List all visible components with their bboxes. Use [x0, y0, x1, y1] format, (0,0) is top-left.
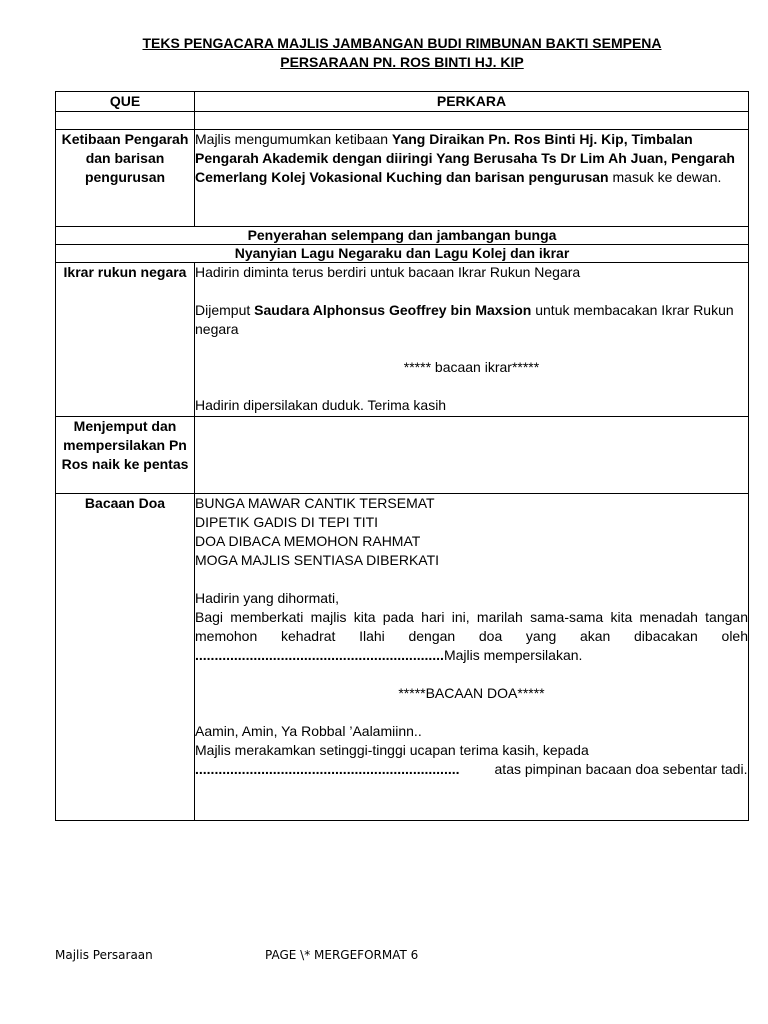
header-que: QUE	[56, 92, 195, 112]
spacer-row	[56, 112, 749, 130]
que-ikrar: Ikrar rukun negara	[56, 263, 195, 417]
table-row-nyanyian	[56, 245, 749, 263]
perkara-menjemput	[195, 417, 749, 494]
que-ketibaan: Ketibaan Pengarah dan barisan pengurusan	[56, 130, 195, 227]
perkara-ketibaan: Majlis mengumumkan ketibaan Yang Diraikan Pn. Ros Binti Hj. Kip, Timbalan Pengarah Akademik dengan diiringi Yang Berusaha Ts Dr Lim Ah Juan, Pengarah Cemerlang Kolej Vokasional Kuching dan barisan pengurusan masuk ke dewan.	[195, 130, 749, 227]
selempang-text: Penyerahan selempang dan jambangan bunga	[56, 227, 749, 245]
table-row-doa	[56, 494, 749, 821]
title-line-2: PERSARAAN PN. ROS BINTI HJ. KIP	[280, 54, 524, 70]
que-menjemput: Menjemput dan mempersilakan Pn Ros naik ke pentas	[56, 417, 195, 494]
header-perkara: PERKARA	[195, 92, 749, 112]
que-doa: Bacaan Doa	[56, 494, 195, 821]
table-row-ikrar	[56, 263, 749, 417]
table-header-row	[56, 92, 749, 112]
table-row-selempang	[56, 227, 749, 245]
nyanyian-text: Nyanyian Lagu Negaraku dan Lagu Kolej dan ikrar	[56, 245, 749, 263]
table-row-menjemput	[56, 417, 749, 494]
table-row-ketibaan	[56, 130, 749, 227]
perkara-ikrar: Hadirin diminta terus berdiri untuk bacaan Ikrar Rukun Negara Dijemput Saudara Alphonsus Geoffrey bin Maxsion untuk membacakan Ikrar Rukun negara ***** bacaan ikrar***** Hadirin dipersilakan duduk. Terima kasih	[195, 263, 749, 417]
title-line-1: TEKS PENGACARA MAJLIS JAMBANGAN BUDI RIMBUNAN BAKTI SEMPENA	[142, 35, 662, 51]
programme-table	[55, 91, 749, 821]
footer-page: PAGE \* MERGEFORMAT 6	[265, 948, 419, 962]
perkara-doa: BUNGA MAWAR CANTIK TERSEMAT DIPETIK GADIS DI TEPI TITI DOA DIBACA MEMOHON RAHMAT MOGA MAJLIS SENTIASA DIBERKATI Hadirin yang dihormati, Bagi memberkati majlis kita pada hari ini, marilah sama-sama kita menadah tangan memohon kehadrat Ilahi dengan doa yang akan dibacakan oleh ................................................................Majlis mempersilakan. *****BACAAN DOA***** Aamin, Amin, Ya Robbal ’Aalamiinn.. Majlis merakamkan setinggi-tinggi ucapan terima kasih, kepada .................................................................... atas pimpinan bacaan doa sebentar tadi.	[195, 494, 749, 821]
footer-left: Majlis Persaraan	[55, 948, 153, 962]
document-title	[55, 34, 749, 72]
